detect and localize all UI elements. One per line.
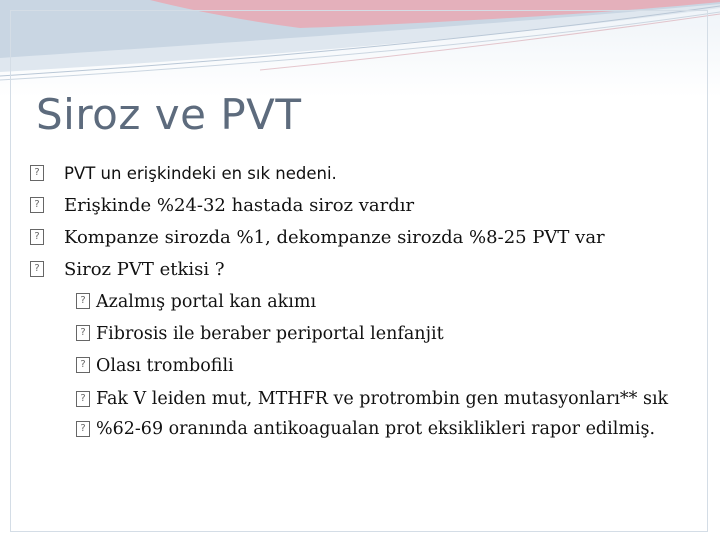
bullet-box-icon: ? bbox=[76, 325, 90, 341]
bullet-list bbox=[30, 158, 700, 446]
list-item-text: PVT un erişkindeki en sık nedeni. bbox=[64, 164, 337, 183]
list-item-text: Azalmış portal kan akımı bbox=[96, 292, 317, 312]
bullet-box-icon: ? bbox=[30, 165, 44, 181]
list-item bbox=[30, 254, 700, 286]
list-item bbox=[30, 286, 700, 318]
list-item-text: Fibrosis ile beraber periportal lenfanjit bbox=[96, 324, 444, 344]
list-item-text: Erişkinde %24-32 hastada siroz vardır bbox=[64, 195, 415, 216]
bullet-box-icon: ? bbox=[30, 261, 44, 277]
list-item bbox=[30, 190, 700, 222]
list-item bbox=[30, 386, 700, 412]
list-item bbox=[30, 222, 700, 254]
list-item bbox=[30, 318, 700, 350]
bullet-box-icon: ? bbox=[30, 197, 44, 213]
list-item-text: Siroz PVT etkisi ? bbox=[64, 259, 225, 280]
bullet-box-icon: ? bbox=[76, 293, 90, 309]
list-item bbox=[30, 158, 700, 190]
list-item bbox=[30, 350, 700, 382]
bullet-box-icon: ? bbox=[76, 421, 90, 437]
bullet-box-icon: ? bbox=[30, 229, 44, 245]
slide-title: Siroz ve PVT bbox=[36, 90, 302, 139]
list-item-text: Kompanze sirozda %1, dekompanze sirozda %8-25 PVT var bbox=[64, 227, 605, 248]
list-item bbox=[30, 416, 700, 442]
list-item-text: %62-69 oranında antikoagualan prot eksiklikleri rapor edilmiş. bbox=[96, 419, 656, 439]
list-item-text: Fak V leiden mut, MTHFR ve protrombin gen mutasyonları** sık bbox=[96, 389, 669, 409]
bullet-box-icon: ? bbox=[76, 391, 90, 407]
bullet-box-icon: ? bbox=[76, 357, 90, 373]
list-item-text: Olası trombofili bbox=[96, 356, 234, 376]
